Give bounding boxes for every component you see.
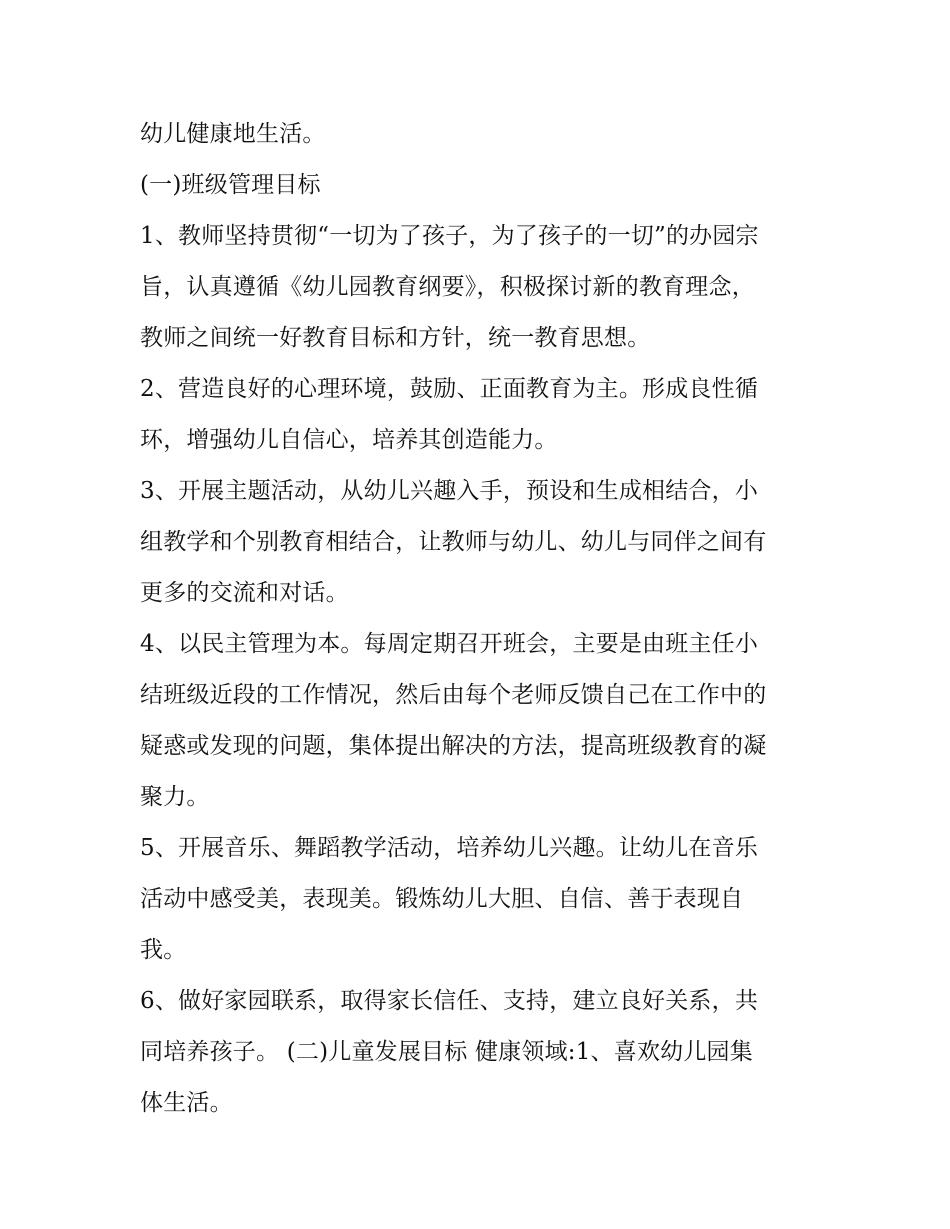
- text-line: 2、营造良好的心理环境，鼓励、正面教育为主。形成良性循: [140, 376, 759, 402]
- text-line: 环，增强幼儿自信心，培养其创造能力。: [140, 427, 558, 453]
- text-line: 4、以民主管理为本。每周定期召开班会，主要是由班主任小: [140, 631, 759, 657]
- text-line: 教师之间统一好教育目标和方针，统一教育思想。: [140, 325, 651, 351]
- text-line: 结班级近段的工作情况，然后由每个老师反馈自己在工作中的: [140, 682, 767, 708]
- text-line: 旨，认真遵循《幼儿园教育纲要》，积极探讨新的教育理念，: [140, 274, 755, 300]
- text-line: 3、开展主题活动，从幼儿兴趣入手，预设和生成相结合，小: [140, 478, 759, 504]
- text-line: 体生活。: [140, 1090, 233, 1116]
- text-line: 疑惑或发现的问题，集体提出解决的方法，提高班级教育的凝: [140, 733, 767, 759]
- text-line: 6、做好家园联系，取得家长信任、支持，建立良好关系，共: [140, 988, 759, 1014]
- text-line: 1、教师坚持贯彻“一切为了孩子，为了孩子的一切”的办园宗: [140, 223, 759, 249]
- document-body: [140, 109, 840, 1129]
- text-line: 我。: [140, 937, 187, 963]
- text-line: 组教学和个别教育相结合，让教师与幼儿、幼儿与同伴之间有: [140, 529, 767, 555]
- text-line: 活动中感受美，表现美。锻炼幼儿大胆、自信、善于表现自: [140, 886, 744, 912]
- section-heading: (一)班级管理目标: [140, 172, 321, 198]
- text-line: 5、开展音乐、舞蹈教学活动，培养幼儿兴趣。让幼儿在音乐: [140, 835, 759, 861]
- text-line: 幼儿健康地生活。: [140, 121, 326, 147]
- text-line: 聚力。: [140, 784, 210, 810]
- text-line: 更多的交流和对话。: [140, 580, 349, 606]
- text-line: 同培养孩子。 (二)儿童发展目标 健康领域:1、喜欢幼儿园集: [140, 1039, 753, 1065]
